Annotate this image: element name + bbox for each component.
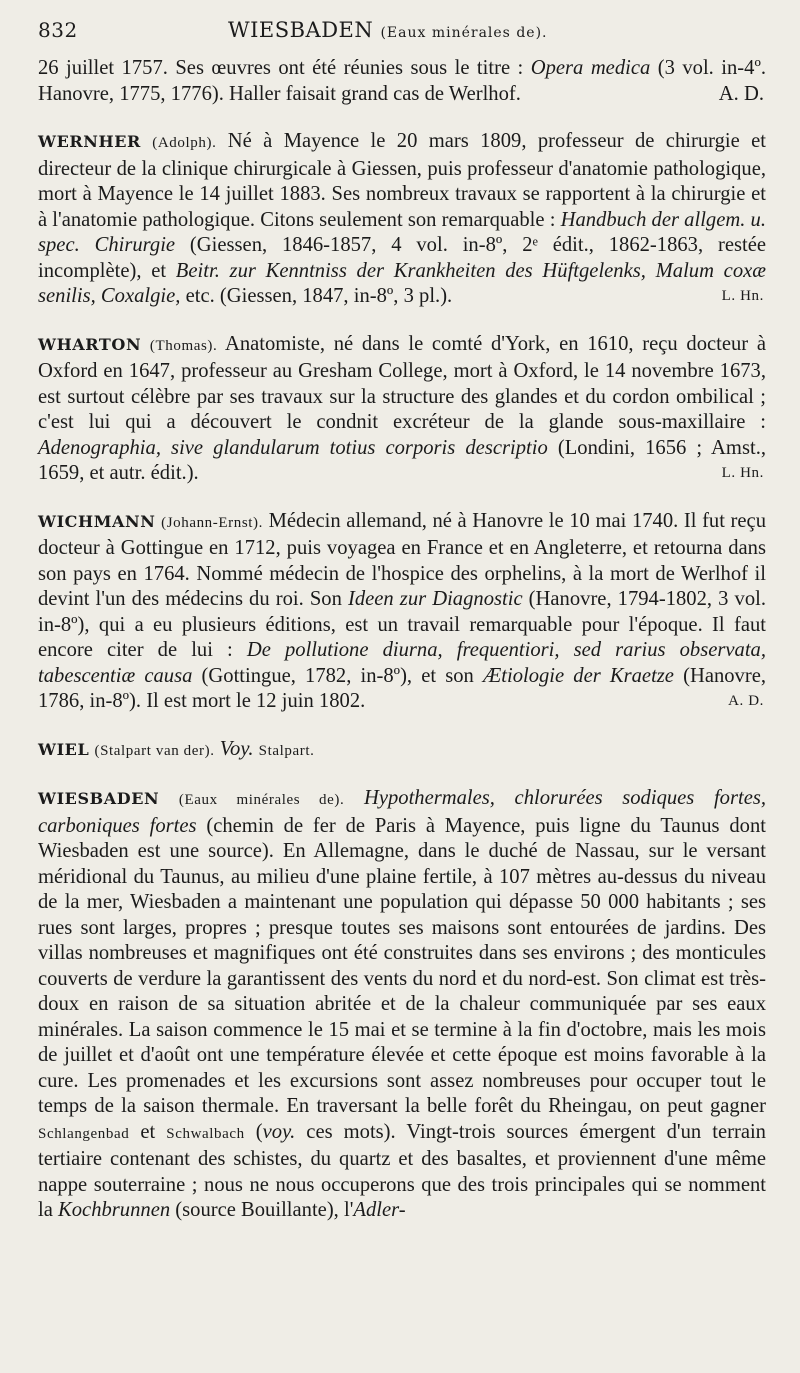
book-title: Adenographia, sive glandularum totius corporis descriptio [38, 436, 548, 459]
text-run: (Giessen, 1846-1857, 4 vol. in-8º, 2ᵉ édit., 1862-1863, restée incomplète), et [38, 234, 766, 282]
entry-headword: WERNHER [38, 132, 141, 151]
text-run: Né à Mayence le 20 mars 1809, professeur de chirurgie et directeur de la clinique chirurgicale à Giessen, puis professeur d'anatomie pathologique, mort à Mayence le 14 juillet 1883. Ses nombreux travaux se rapportent à la chirurgie et à l'anatomie pathologique. Citons seulement son remarquable : [38, 130, 766, 231]
text-run: Médecin allemand, né à Hanovre le 10 mai 1740. Il fut reçu docteur à Gottingue en 1712, puis voyagea en France et en Angleterre, et retourna dans son pays en 1764. Nommé médecin de l'hospice des orphelins, à la mort de Werlhof il devint l'un des médecins du roi. Son [38, 509, 766, 610]
text-run [344, 787, 364, 809]
book-title: Ætiologie der Kraetze [482, 664, 674, 687]
book-title: Ideen zur Diagnostic [347, 588, 523, 610]
running-head [38, 18, 766, 56]
entry-headword: WIESBADEN [38, 789, 160, 808]
entry-wharton [38, 332, 766, 487]
entry-headword: WICHMANN [38, 511, 156, 531]
continuation-paragraph [38, 56, 766, 107]
header-title-main: WIESBADEN [228, 18, 374, 42]
entry-wiesbaden [38, 786, 766, 1224]
text-run: Anatomiste, né dans le comté d'York, en 1610, reçu docteur à Oxford en 1647, professeur au Gresham College, mort à Oxford, le 14 novembre 1673, est surtout célèbre par ses travaux sur la structure des glandes et du cordon ombilical ; c'est lui qui a découvert le condnit excréteur de la glande sous-maxillaire : [38, 332, 766, 433]
cross-reference-marker: voy. [262, 1120, 296, 1143]
source-name: Kochbrunnen [58, 1199, 171, 1221]
text-run: (Hanovre, 1786, in-8º). Il est mort le 12 juin 1802. [38, 664, 766, 712]
entry-given-name: (Thomas). [149, 337, 218, 354]
text-run: (3 vol. in-4º. Hanovre, 1775, 1776). Haller faisait grand cas de Werlhof. [38, 57, 766, 105]
entry-given-name: (Adolph). [152, 135, 217, 151]
author-signature: A. D. [728, 693, 764, 709]
header-title-sub: (Eaux minérales de). [380, 25, 548, 41]
text-run: (Gottingue, 1782, in-8º), et son [192, 664, 483, 687]
text-run: 26 juillet 1757. Ses œuvres ont été réunies sous le titre : [38, 57, 531, 79]
text-run: (chemin de fer de Paris à Mayence, puis ligne du Taunus dont Wiesbaden est une source). En Allemagne, dans le duché de Nassau, sur le versant méridional du Taunus, au milieu d'une plaine fertile, à 107 mètres au-dessus du niveau de la mer, Wiesbaden a maintenant une population qui dépasse 50 000 habitants ; ses rues sont larges, propres ; presque toutes ses maisons sont entourées de jardins. Des villas nombreuses et magnifiques ont été construites dans ses environs ; des monticules couverts de verdure la garantissent des vents du nord et du nord-est. Son climat est très-doux en raison de sa situation abritée et de la chaleur communiquée par ses eaux minérales. La saison commence le 15 mai et se termine à la fin d'octobre, mais les mois de juillet et d'août ont une température élevée et cette époque est moins favorable à la cure. Les promenades et les excursions sont assez nombreuses pour occuper tout le temps de la saison thermale. En traversant la belle forêt du Rheingau, on peut gagner [38, 814, 766, 1117]
text-run: (Londini, 1656 ; Amst., 1659, et autr. édit.). [38, 436, 766, 484]
entry-given-name: (Stalpart van der). [94, 742, 215, 759]
cross-reference-marker: Voy. [219, 737, 254, 760]
entry-wiel [38, 737, 766, 765]
body-text [38, 56, 766, 1224]
header-title [228, 18, 547, 42]
entry-headword: WHARTON [38, 334, 142, 354]
text-run: (source Bouillante), l' [170, 1199, 354, 1221]
text-run: etc. (Giessen, 1847, in-8º, 3 pl.). [180, 285, 453, 307]
place-name: Schlangenbad [38, 1125, 130, 1142]
cross-reference-target: Stalpart. [258, 742, 315, 759]
author-signature: L. Hn. [721, 465, 764, 481]
book-title: Opera medica [530, 57, 651, 79]
book-title: Beitr. zur Kenntniss der Krankheiten des Hüftgelenks, Malum coxæ senilis, Coxalgie, [38, 259, 766, 307]
text-run: ces mots). Vingt-trois sources émergent d'un terrain tertiaire contenant des schistes, du quartz et des basaltes, et proviennent d'une même nappe souterraine ; nous ne nous occuperons que des trois principales qui se nomment la [38, 1120, 766, 1221]
author-signature: L. Hn. [721, 288, 764, 304]
classification: Hypothermales, chlorurées sodiques fortes, carboniques fortes [38, 787, 766, 837]
entry-headword: WIEL [38, 739, 90, 759]
text-run: et [129, 1120, 167, 1143]
entry-given-name: (Johann-Ernst). [161, 514, 263, 531]
source-name: Adler- [353, 1199, 406, 1221]
place-name: Schwalbach [166, 1125, 245, 1142]
author-signature: A. D. [718, 82, 764, 105]
page-number: 832 [38, 18, 78, 42]
book-title: De pollutione diurna, frequentiori, sed rarius observata, tabescentiæ causa [38, 639, 766, 687]
entry-wichmann [38, 509, 766, 715]
text-run: ( [244, 1120, 263, 1143]
text-run: (Hanovre, 1794-1802, 3 vol. in-8º), qui a eu plusieurs éditions, est un travail remarquable pour l'époque. Il faut encore citer de lui : [38, 588, 766, 661]
book-title: Handbuch der allgem. u. spec. Chirurgie [38, 208, 766, 256]
entry-given-name: (Eaux minérales de). [178, 792, 345, 808]
entry-wernher [38, 129, 766, 310]
